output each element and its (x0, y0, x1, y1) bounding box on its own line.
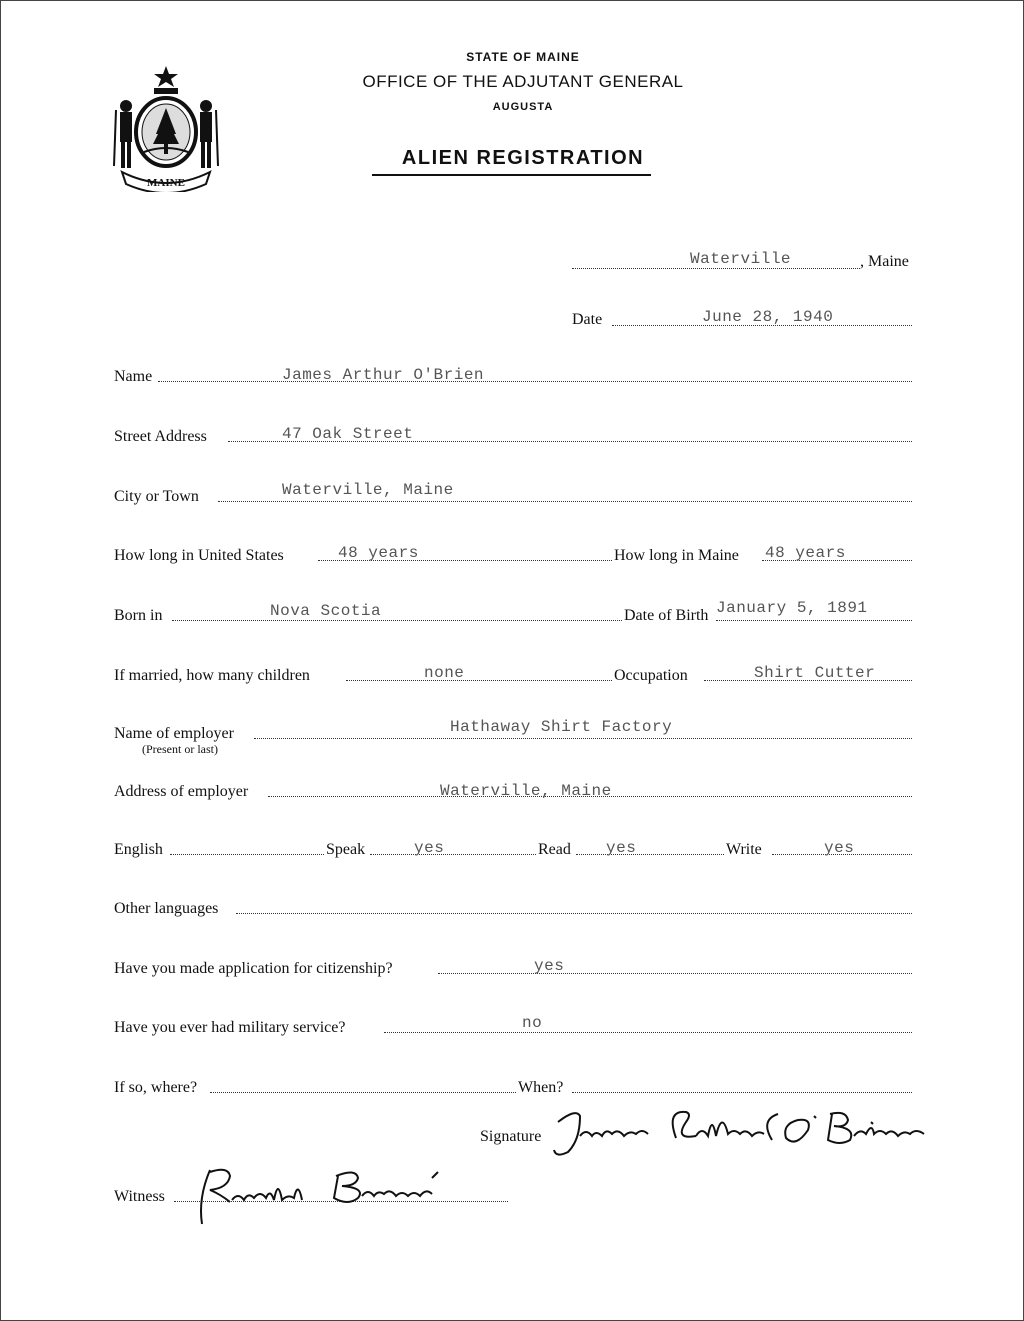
occupation-label: Occupation (614, 667, 688, 684)
born-value: Nova Scotia (270, 602, 382, 620)
us-years-value: 48 years (338, 544, 419, 562)
city-label: City or Town (114, 488, 199, 505)
employer-address-value: Waterville, Maine (440, 782, 612, 800)
title-underline (372, 174, 651, 176)
employer-label: Name of employer (114, 725, 234, 742)
employer-sublabel: (Present or last) (142, 742, 218, 756)
street-label: Street Address (114, 428, 207, 445)
citizenship-label: Have you made application for citizenship? (114, 960, 393, 977)
speak-value: yes (414, 839, 445, 857)
speak-label: Speak (326, 841, 366, 858)
date-value: June 28, 1940 (702, 308, 834, 326)
witness-signature-handwritten (170, 1158, 470, 1230)
write-value: yes (824, 839, 855, 857)
name-label: Name (114, 368, 153, 385)
read-label: Read (538, 841, 571, 858)
military-value: no (522, 1014, 543, 1032)
born-label: Born in (114, 607, 163, 624)
office-heading: OFFICE OF THE ADJUTANT GENERAL (362, 72, 684, 91)
place-value: Waterville (690, 250, 792, 268)
state-heading: STATE OF MAINE (466, 50, 580, 64)
write-label: Write (726, 841, 762, 858)
date-label: Date (572, 311, 603, 328)
signature-handwritten (546, 1100, 946, 1164)
dob-value: January 5, 1891 (716, 599, 868, 617)
where-label: If so, where? (114, 1079, 198, 1096)
children-value: none (424, 664, 465, 682)
witness-text (200, 1180, 205, 1181)
employer-value: Hathaway Shirt Factory (450, 718, 673, 736)
dob-label: Date of Birth (624, 607, 709, 624)
city-heading: AUGUSTA (492, 101, 554, 113)
military-label: Have you ever had military service? (114, 1019, 346, 1036)
other-languages-label: Other languages (114, 900, 219, 917)
children-label: If married, how many children (114, 667, 310, 684)
when-label: When? (518, 1079, 564, 1096)
read-value: yes (606, 839, 637, 857)
occupation-value: Shirt Cutter (754, 664, 876, 682)
english-label: English (114, 841, 163, 858)
citizenship-value: yes (534, 957, 565, 975)
maine-years-label: How long in Maine (614, 547, 739, 564)
street-value: 47 Oak Street (282, 425, 414, 443)
place-suffix: , Maine (860, 253, 909, 270)
form-title: ALIEN REGISTRATION (401, 147, 645, 169)
employer-address-label: Address of employer (114, 783, 249, 800)
signature-label: Signature (480, 1128, 542, 1145)
maine-years-value: 48 years (765, 544, 846, 562)
seal-text: MAINE (147, 177, 185, 189)
witness-label: Witness (114, 1188, 165, 1205)
city-value: Waterville, Maine (282, 481, 454, 499)
name-value: James Arthur O'Brien (282, 366, 485, 384)
signature-text (600, 1120, 609, 1121)
us-years-label: How long in United States (114, 547, 284, 564)
